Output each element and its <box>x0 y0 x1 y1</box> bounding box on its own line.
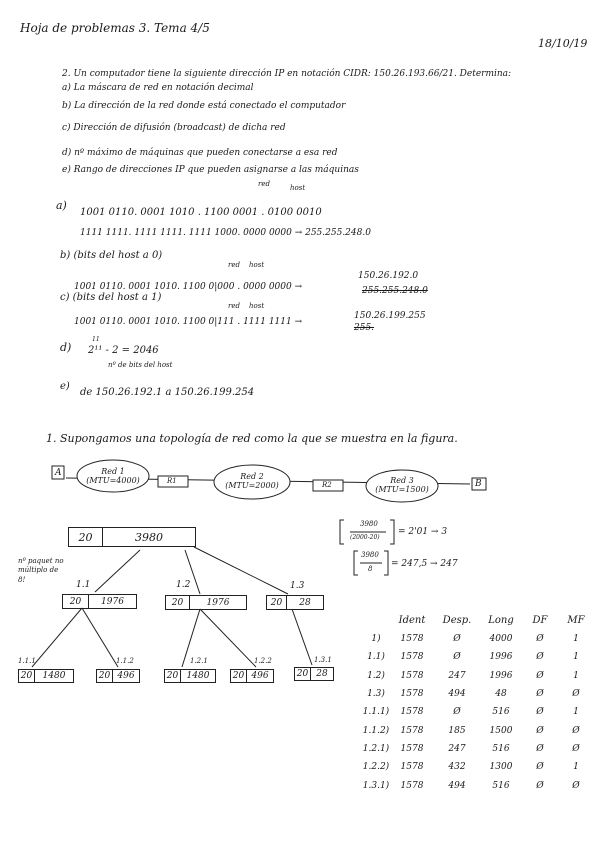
frag-1-2-data: 1976 <box>206 597 230 608</box>
mf-col-cell: Ø <box>572 725 580 736</box>
red-label-b: red <box>228 261 240 269</box>
red1-mtu: (MTU=4000) <box>86 476 140 486</box>
desp-col-cell: Ø <box>453 634 461 645</box>
frag-1-1-header: 20 <box>63 595 89 608</box>
answer-e-text: de 150.26.192.1 a 150.26.199.254 <box>80 387 255 398</box>
answer-c-label: c) (bits del host a 1) <box>60 292 162 303</box>
frag-1-1-2-box <box>96 669 140 683</box>
df-col-cell: Ø <box>536 762 544 773</box>
fragment-col-cell: 1.3) <box>367 689 385 700</box>
ident-col-header: Ident <box>398 614 426 626</box>
frag-1-3-1-header: 20 <box>295 668 311 680</box>
frag-1-1-1-box <box>18 669 74 683</box>
red-label-a: red <box>258 180 270 188</box>
mf-col-cell: 1 <box>573 670 579 681</box>
frag-1-3-1-data: 28 <box>316 669 328 679</box>
fragment-table <box>362 610 594 795</box>
red2-name: Red 2 <box>240 472 264 481</box>
answer-b-struck: 255.255.248.0 <box>362 286 428 296</box>
long-col-cell: 516 <box>492 707 510 718</box>
table-row <box>362 758 594 776</box>
frag-1-2-header: 20 <box>166 596 190 609</box>
table-row <box>362 703 594 721</box>
desp-col-cell: Ø <box>453 707 461 718</box>
mf-col-cell: 1 <box>573 762 579 773</box>
mf-col-cell: 1 <box>573 707 579 718</box>
frag-1-3-box <box>266 595 324 610</box>
answer-d-formula: 2¹¹ - 2 = 2046 <box>88 345 159 356</box>
df-col-cell: Ø <box>536 689 544 700</box>
mf-col-header: MF <box>567 614 585 626</box>
fragment-col-cell: 1.1.1) <box>362 707 390 718</box>
frag-1-1-1-id: 1.1.1 <box>18 657 36 665</box>
tree-root-data: 3980 <box>135 530 163 544</box>
table-header-row <box>362 610 594 630</box>
host-label-c: host <box>249 302 265 310</box>
frag-1-1-2-data: 496 <box>117 671 135 681</box>
red3-name: Red 3 <box>390 476 414 485</box>
desp-col-cell: 432 <box>448 762 466 773</box>
df-col-cell: Ø <box>536 634 544 645</box>
ident-col-cell: 1578 <box>400 762 424 773</box>
table-row <box>362 740 594 758</box>
red-label-c: red <box>228 302 240 310</box>
host-label-a: host <box>290 184 306 192</box>
answer-a-line2: 1111 1111. 1111 1111. 1111 1000. 0000 0000 → 255.255.248.0 <box>80 228 371 238</box>
answer-b-label: b) (bits del host a 0) <box>60 250 163 261</box>
answer-a-line1: 1001 0110. 0001 1010 . 1100 0001 . 0100 0010 <box>80 207 322 218</box>
table-row <box>362 667 594 685</box>
mf-col-cell: Ø <box>572 780 580 791</box>
frag-1-3-header: 20 <box>267 596 287 609</box>
df-col-cell: Ø <box>536 670 544 681</box>
frag-1-1-1-data: 1480 <box>42 671 66 681</box>
desp-col-cell: 247 <box>448 670 466 681</box>
frag-1-2-1-data: 1480 <box>186 671 210 681</box>
ident-col-cell: 1578 <box>400 725 424 736</box>
answer-b-bits: 1001 0110. 0001 1010. 1100 0|000 . 0000 0000 → <box>74 282 303 292</box>
long-col-cell: 48 <box>495 689 507 700</box>
answer-e-label: e) <box>60 381 70 392</box>
ident-col-cell: 1578 <box>400 780 424 791</box>
df-col-cell: Ø <box>536 725 544 736</box>
desp-col-cell: Ø <box>453 652 461 663</box>
tree-root-box <box>68 527 196 547</box>
table-row <box>362 776 594 794</box>
long-col-cell: 1500 <box>489 725 513 736</box>
mf-col-cell: 1 <box>573 652 579 663</box>
fragment-col-cell: 1.2.2) <box>362 762 390 773</box>
df-col-cell: Ø <box>536 780 544 791</box>
host-a-label: A <box>55 468 62 478</box>
fragment-col-cell: 1.2.1) <box>362 743 390 754</box>
ident-col-cell: 1578 <box>400 634 424 645</box>
frag-1-2-id: 1.2 <box>176 580 191 590</box>
red1-name: Red 1 <box>101 467 125 476</box>
frag-1-1-2-header: 20 <box>97 670 113 682</box>
frag-1-3-data: 28 <box>299 597 311 608</box>
df-col-cell: Ø <box>536 707 544 718</box>
ident-col-cell: 1578 <box>400 743 424 754</box>
host-label-b: host <box>249 261 265 269</box>
calc2-numerator: 3980 <box>361 551 379 559</box>
desp-col-cell: 247 <box>448 743 466 754</box>
fragment-col-header <box>362 610 390 630</box>
ident-col-cell: 1578 <box>400 670 424 681</box>
answer-d-exponent: 11 <box>92 336 100 343</box>
ident-col-cell: 1578 <box>400 652 424 663</box>
tree-root-header: 20 <box>69 528 103 546</box>
answer-d-note: nº de bits del host <box>108 361 173 369</box>
long-col-cell: 1996 <box>489 652 513 663</box>
answer-d-label: d) <box>60 341 72 354</box>
long-col-cell: 516 <box>492 780 510 791</box>
frag-1-3-id: 1.3 <box>290 581 305 591</box>
frag-1-2-2-box <box>230 669 274 683</box>
answer-b-result: 150.26.192.0 <box>358 271 419 281</box>
mf-col-cell: Ø <box>572 743 580 754</box>
desp-col-cell: 494 <box>448 780 466 791</box>
router-r2-label: R2 <box>322 481 332 489</box>
answer-c-result: 150.26.199.255 <box>354 311 426 321</box>
sheet-date: 18/10/19 <box>538 37 588 50</box>
frag-1-1-1-header: 20 <box>19 670 35 682</box>
frag-1-2-box <box>165 595 247 610</box>
desp-col-header: Desp. <box>442 614 472 626</box>
answer-a-label: a) <box>56 199 67 212</box>
table-row <box>362 685 594 703</box>
calc2-denominator: 8 <box>368 565 373 573</box>
red2-label <box>222 472 282 490</box>
table-row <box>362 721 594 739</box>
table-row <box>362 630 594 648</box>
df-col-cell: Ø <box>536 743 544 754</box>
desp-col-cell: 185 <box>448 725 466 736</box>
red3-label <box>372 476 432 494</box>
frag-1-2-1-id: 1.2.1 <box>190 657 208 665</box>
df-col-header: DF <box>532 614 548 626</box>
ident-col-cell: 1578 <box>400 689 424 700</box>
answer-c-struck: 255. <box>354 323 375 333</box>
problem2-item-d: d) nº máximo de máquinas que pueden conectarse a esa red <box>62 148 338 158</box>
calc1-result: = 2'01 → 3 <box>398 527 448 537</box>
table-row <box>362 648 594 666</box>
calc1-denominator: (2000-20) <box>350 534 380 541</box>
frag-1-3-1-id: 1.3.1 <box>314 656 332 664</box>
long-col-cell: 1996 <box>489 670 513 681</box>
desp-col-cell: 494 <box>448 689 466 700</box>
problem2-item-a: a) La máscara de red en notación decimal <box>62 83 254 93</box>
problem2-item-b: b) La dirección de la red donde está conectado el computador <box>62 101 346 111</box>
frag-1-2-2-data: 496 <box>251 671 269 681</box>
router-r1-label: R1 <box>167 477 177 485</box>
fragment-note: nº paquet no múltiplo de 8! <box>18 557 64 584</box>
red2-mtu: (MTU=2000) <box>225 481 279 491</box>
frag-1-3-1-box <box>294 667 334 681</box>
red1-label <box>83 467 143 485</box>
mf-col-cell: 1 <box>573 634 579 645</box>
frag-1-1-id: 1.1 <box>76 580 91 590</box>
mf-col-cell: Ø <box>572 689 580 700</box>
df-col-cell: Ø <box>536 652 544 663</box>
fragment-col-cell: 1.1) <box>367 652 385 663</box>
long-col-cell: 516 <box>492 743 510 754</box>
long-col-cell: 1300 <box>489 762 513 773</box>
problem2-statement: 2. Un computador tiene la siguiente dirección IP en notación CIDR: 150.26.193.66/21. Determina: <box>62 69 512 79</box>
calc1-numerator: 3980 <box>360 520 378 528</box>
fragment-col-cell: 1.1.2) <box>362 725 390 736</box>
frag-1-2-1-box <box>164 669 216 683</box>
long-col-cell: 4000 <box>489 634 513 645</box>
problem1-statement: 1. Supongamos una topología de red como la que se muestra en la figura. <box>46 432 458 445</box>
fragment-col-cell: 1.3.1) <box>362 780 390 791</box>
fragment-col-cell: 1) <box>371 634 381 645</box>
frag-1-2-1-header: 20 <box>165 670 181 682</box>
frag-1-2-2-header: 20 <box>231 670 247 682</box>
sheet-title: Hoja de problemas 3. Tema 4/5 <box>20 21 210 35</box>
frag-1-1-2-id: 1.1.2 <box>116 657 134 665</box>
ident-col-cell: 1578 <box>400 707 424 718</box>
frag-1-1-box <box>62 594 137 609</box>
red3-mtu: (MTU=1500) <box>375 485 429 495</box>
long-col-header: Long <box>488 614 514 626</box>
calc2-result: = 247,5 → 247 <box>391 559 458 569</box>
problem2-item-c: c) Dirección de difusión (broadcast) de dicha red <box>62 123 286 133</box>
problem2-item-e: e) Rango de direcciones IP que pueden asignarse a las máquinas <box>62 165 359 175</box>
host-b-label: B <box>475 479 482 489</box>
fragment-col-cell: 1.2) <box>367 670 385 681</box>
frag-1-1-data: 1976 <box>101 596 124 607</box>
answer-c-bits: 1001 0110. 0001 1010. 1100 0|111 . 1111 1111 → <box>74 317 303 327</box>
frag-1-2-2-id: 1.2.2 <box>254 657 272 665</box>
